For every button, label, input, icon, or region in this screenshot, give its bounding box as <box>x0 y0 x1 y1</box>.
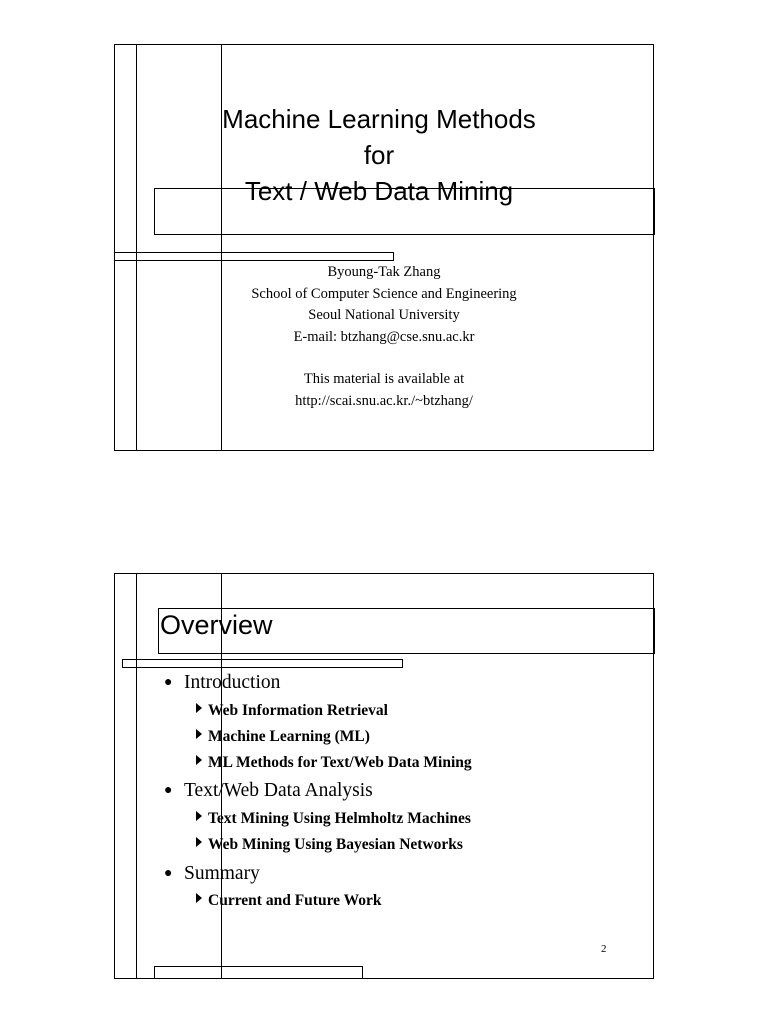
sub-item-label: Current and Future Work <box>208 892 382 909</box>
bullet-item-introduction <box>164 671 280 695</box>
page-number: 2 <box>601 943 607 955</box>
triangle-right-icon <box>196 837 202 847</box>
slide-2-title: Overview <box>160 610 273 640</box>
slide-1-title <box>114 101 644 209</box>
bullet-dot-icon: ● <box>164 866 173 881</box>
material-url: http://scai.snu.ac.kr./~btzhang/ <box>295 392 473 409</box>
slide-2-divider-bar <box>122 659 403 668</box>
slide-2-left-rule <box>136 573 137 979</box>
sub-item-label: Web Mining Using Bayesian Networks <box>208 836 463 853</box>
bullet-item-text-web-data-analysis <box>164 779 373 803</box>
slide-1-divider-bar <box>114 252 394 261</box>
slide-1-author-block <box>114 262 654 412</box>
bullet-label: Text/Web Data Analysis <box>184 780 373 801</box>
sub-item-machine-learning <box>196 726 370 748</box>
email: E-mail: btzhang@cse.snu.ac.kr <box>293 328 475 345</box>
sub-item-web-mining <box>196 834 463 856</box>
triangle-right-icon <box>196 729 202 739</box>
availability-note: This material is available at <box>303 371 465 387</box>
author-name: Byoung-Tak Zhang <box>327 264 441 280</box>
bullet-label: Introduction <box>184 672 281 693</box>
bullet-dot-icon: ● <box>164 783 173 798</box>
sub-item-label: Machine Learning (ML) <box>208 728 370 745</box>
slide-1-title-line-2: for <box>363 140 395 170</box>
affiliation: School of Computer Science and Engineering <box>251 285 517 302</box>
sub-item-current-future-work <box>196 890 382 912</box>
sub-item-text-mining <box>196 808 471 830</box>
sub-item-label: Web Information Retrieval <box>208 702 388 719</box>
bullet-item-summary <box>164 862 260 886</box>
triangle-right-icon <box>196 755 202 765</box>
slide-1-title-line-3: Text / Web Data Mining <box>244 176 514 206</box>
sub-item-ml-methods <box>196 752 472 774</box>
sub-item-label: ML Methods for Text/Web Data Mining <box>208 754 472 771</box>
slide-1-bottom-rule <box>136 450 221 451</box>
triangle-right-icon <box>196 893 202 903</box>
triangle-right-icon <box>196 811 202 821</box>
sub-item-web-information-retrieval <box>196 700 388 722</box>
sub-item-label: Text Mining Using Helmholtz Machines <box>208 810 471 827</box>
slide-1-title-line-1: Machine Learning Methods <box>222 104 536 134</box>
triangle-right-icon <box>196 703 202 713</box>
slide-2-footer-bar <box>154 966 363 979</box>
university: Seoul National University <box>308 307 460 323</box>
bullet-dot-icon: ● <box>164 675 173 690</box>
bullet-label: Summary <box>184 863 260 884</box>
